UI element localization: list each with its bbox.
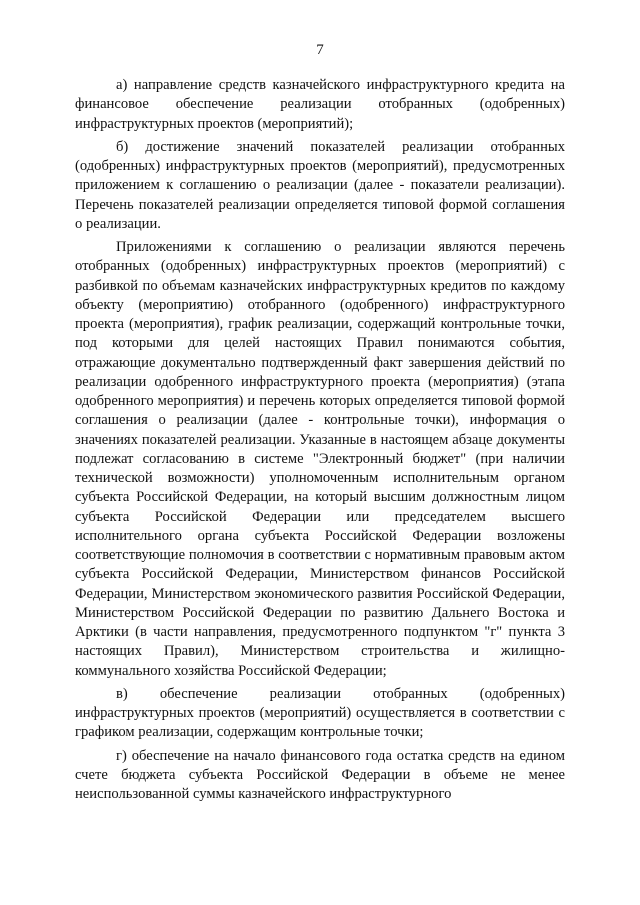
- paragraph-item-g: г) обеспечение на начало финансового года остатка средств на едином счете бюджета субъекта Российской Федерации в объеме не менее неиспользованной суммы казначейского инфраструктурного: [75, 747, 565, 802]
- paragraph-item-b: б) достижение значений показателей реализации отобранных (одобренных) инфраструктурных проектов (мероприятий), предусмотренных приложением к соглашению о реализации (далее - показатели реализации). Перечень показателей реализации определяется типовой формой соглашения о реализации.: [75, 138, 565, 232]
- page-number: 7: [316, 42, 324, 58]
- paragraph-appendices: Приложениями к соглашению о реализации являются перечень отобранных (одобренных) инфраструктурных проектов (мероприятий) с разбивкой по объемам казначейских инфраструктурных кредитов по каждому объекту (мероприятию) отобранного (одобренного) инфраструктурного проекта (мероприятия), график реализации, содержащий контрольные точки, под которыми для целей настоящих Правил понимаются события, отражающие документально подтвержденный факт завершения действий по реализации одобренного инфраструктурного проекта (мероприятия) (этапа одобренного мероприятия) и перечень которых определяется типовой формой соглашения о реализации (далее - контрольные точки), информация о значениях показателей реализации. Указанные в настоящем абзаце документы подлежат согласованию в системе "Электронный бюджет" (при наличии технической возможности) уполномоченным исполнительным органом субъекта Российской Федерации, на который высшим должностным лицом субъекта Российской Федерации или председателем высшего исполнительного органа субъекта Российской Федерации возложены соответствующие полномочия в соответствии с нормативным правовым актом субъекта Российской Федерации, Министерством финансов Российской Федерации, Министерством экономического развития Российской Федерации, Министерством Российской Федерации по развитию Дальнего Востока и Арктики (в части направления, предусмотренного подпунктом "г" пункта 3 настоящих Правил), Министерством строительства и жилищно-коммунального хозяйства Российской Федерации;: [75, 239, 565, 679]
- paragraph-item-a: а) направление средств казначейского инфраструктурного кредита на финансовое обеспечение реализации отобранных (одобренных) инфраструктурных проектов (мероприятий);: [75, 77, 565, 132]
- paragraph-item-v: в) обеспечение реализации отобранных (одобренных) инфраструктурных проектов (мероприятий) осуществляется в соответствии с графиком реализации, содержащим контрольные точки;: [75, 685, 565, 741]
- document-body: [75, 76, 565, 808]
